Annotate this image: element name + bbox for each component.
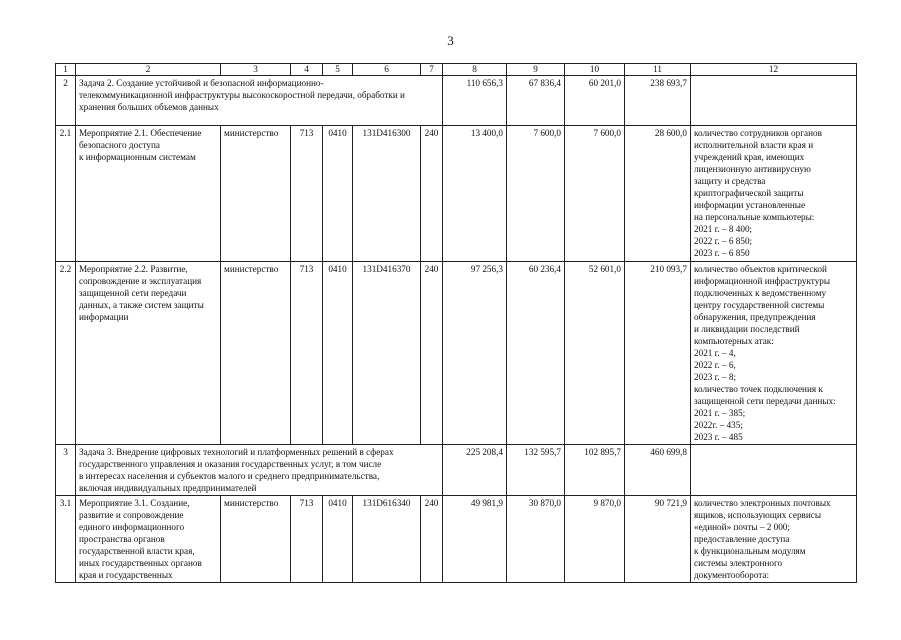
measure-title-line: пространства органов <box>79 534 165 544</box>
indicator-line: «единой» почты – 2 000; <box>694 522 790 532</box>
amount-2021: 49 981,9 <box>443 496 507 583</box>
amount-2023: 9 870,0 <box>565 496 625 583</box>
indicator-line: 2023 г. – 485 <box>694 432 743 442</box>
code-grbs: 713 <box>291 262 323 445</box>
amount-2023: 7 600,0 <box>565 126 625 262</box>
indicator-line: ящиков, использующих сервисы <box>694 510 822 520</box>
task-row <box>56 76 857 126</box>
executor: министерство <box>221 126 291 262</box>
amount-2022: 60 236,4 <box>507 262 565 445</box>
indicator-cell <box>691 496 857 583</box>
row-number: 3 <box>56 445 76 496</box>
row-number: 2.1 <box>56 126 76 262</box>
measure-row <box>56 262 857 445</box>
measure-title-line: защищенной сети передачи <box>79 288 187 298</box>
indicator-line: защиту и средства <box>694 176 766 186</box>
indicator-line: 2021 г. – 8 400; <box>694 224 753 234</box>
code-section: 0410 <box>323 126 353 262</box>
indicator-cell <box>691 445 857 496</box>
indicator-line: и ликвидации последствий <box>694 324 800 334</box>
measure-title-line: развитие и сопровождение <box>79 510 184 520</box>
indicator-line: центру государственной системы <box>694 300 825 310</box>
indicator-line: обнаружения, предупреждения <box>694 312 816 322</box>
indicator-line: системы электронного <box>694 558 783 568</box>
row-number: 3.1 <box>56 496 76 583</box>
code-expense: 240 <box>421 126 443 262</box>
measure-title <box>76 262 221 445</box>
task-title <box>76 445 443 496</box>
indicator-line: к функциональным модулям <box>694 546 806 556</box>
header-cell: 7 <box>421 64 443 76</box>
indicator-line: 2023 г. – 6 850 <box>694 248 750 258</box>
budget-table <box>55 63 857 583</box>
header-cell: 2 <box>76 64 221 76</box>
amount-2022: 7 600,0 <box>507 126 565 262</box>
indicator-line: подключенных к ведомственному <box>694 288 827 298</box>
header-cell: 5 <box>323 64 353 76</box>
task-title-line: телекоммуникационной инфраструктуры высокоскоростной передачи, обработки и <box>79 90 405 100</box>
indicator-line: 2022г. – 435; <box>694 420 743 430</box>
row-number: 2 <box>56 76 76 126</box>
task-title-line: в интересах населения и субъектов малого и среднего предпринимательства, <box>79 471 380 481</box>
executor: министерство <box>221 262 291 445</box>
header-row <box>56 64 857 76</box>
indicator-cell <box>691 262 857 445</box>
amount-2022: 30 870,0 <box>507 496 565 583</box>
indicator-line: количество точек подключения к <box>694 384 823 394</box>
header-cell: 8 <box>443 64 507 76</box>
code-target: 131D616340 <box>353 496 421 583</box>
measure-title-line: информации <box>79 312 129 322</box>
indicator-line: 2023 г. – 8; <box>694 372 737 382</box>
measure-title-line: государственной власти края, <box>79 546 195 556</box>
indicator-line: защищенной сети передачи данных: <box>694 396 836 406</box>
measure-title-line: Мероприятие 2.2. Развитие, <box>79 264 188 274</box>
row-number: 2.2 <box>56 262 76 445</box>
indicator-line: предоставление доступа <box>694 534 790 544</box>
indicator-line: 2022 г. – 6, <box>694 360 736 370</box>
header-cell: 6 <box>353 64 421 76</box>
indicator-cell <box>691 76 857 126</box>
header-cell: 4 <box>291 64 323 76</box>
indicator-line: учреждений края, имеющих <box>694 152 805 162</box>
code-grbs: 713 <box>291 496 323 583</box>
measure-title-line: Мероприятие 3.1. Создание, <box>79 498 190 508</box>
code-target: 131D416300 <box>353 126 421 262</box>
measure-title-line: иных государственных органов <box>79 558 202 568</box>
code-section: 0410 <box>323 262 353 445</box>
amount-2023: 60 201,0 <box>565 76 625 126</box>
task-title <box>76 76 443 126</box>
header-cell: 3 <box>221 64 291 76</box>
header-cell: 12 <box>691 64 857 76</box>
measure-title <box>76 496 221 583</box>
measure-title-line: к информационным системам <box>79 152 196 162</box>
amount-2021: 97 256,3 <box>443 262 507 445</box>
code-target: 131D416370 <box>353 262 421 445</box>
indicator-line: криптографической защиты <box>694 188 804 198</box>
header-cell: 10 <box>565 64 625 76</box>
indicator-line: 2021 г. – 4, <box>694 348 736 358</box>
page-number: 3 <box>447 33 454 48</box>
task-title-line: государственного управления и оказания государственных услуг, в том числе <box>79 459 382 469</box>
amount-total: 90 721,9 <box>625 496 691 583</box>
header-cell: 1 <box>56 64 76 76</box>
task-title-line: включая индивидуальных предпринимателей <box>79 483 257 493</box>
code-expense: 240 <box>421 496 443 583</box>
amount-2021: 225 208,4 <box>443 445 507 496</box>
measure-title-line: сопровождение и эксплуатация <box>79 276 202 286</box>
indicator-line: количество объектов критической <box>694 264 827 274</box>
header-cell: 9 <box>507 64 565 76</box>
header-cell: 11 <box>625 64 691 76</box>
indicator-line: исполнительной власти края и <box>694 140 814 150</box>
measure-title-line: Мероприятие 2.1. Обеспечение <box>79 128 202 138</box>
indicator-line: компьютерных атак: <box>694 336 774 346</box>
code-section: 0410 <box>323 496 353 583</box>
amount-total: 238 693,7 <box>625 76 691 126</box>
indicator-line: на персональные компьютеры: <box>694 212 815 222</box>
measure-title-line: края и государственных <box>79 570 173 580</box>
task-title-line: Задача 2. Создание устойчивой и безопасной информационно- <box>79 78 324 88</box>
measure-row <box>56 126 857 262</box>
amount-2023: 52 601,0 <box>565 262 625 445</box>
amount-2021: 13 400,0 <box>443 126 507 262</box>
amount-2022: 67 836,4 <box>507 76 565 126</box>
indicator-cell <box>691 126 857 262</box>
task-title-line: Задача 3. Внедрение цифровых технологий и платформенных решений в сферах <box>79 447 394 457</box>
indicator-line: 2021 г. – 385; <box>694 408 746 418</box>
indicator-line: информационной инфраструктуры <box>694 276 831 286</box>
amount-2023: 102 895,7 <box>565 445 625 496</box>
measure-title-line: безопасного доступа <box>79 140 160 150</box>
measure-row <box>56 496 857 583</box>
amount-2022: 132 595,7 <box>507 445 565 496</box>
measure-title <box>76 126 221 262</box>
measure-title-line: единого информационного <box>79 522 185 532</box>
indicator-line: 2022 г. – 6 850; <box>694 236 753 246</box>
code-grbs: 713 <box>291 126 323 262</box>
indicator-line: документооборота: <box>694 570 770 580</box>
code-expense: 240 <box>421 262 443 445</box>
executor: министерство <box>221 496 291 583</box>
indicator-line: количество электронных почтовых <box>694 498 831 508</box>
indicator-line: лицензионную антивирусную <box>694 164 811 174</box>
amount-2021: 110 656,3 <box>443 76 507 126</box>
amount-total: 460 699,8 <box>625 445 691 496</box>
amount-total: 28 600,0 <box>625 126 691 262</box>
indicator-line: информации установленные <box>694 200 806 210</box>
measure-title-line: данных, а также систем защиты <box>79 300 204 310</box>
amount-total: 210 093,7 <box>625 262 691 445</box>
task-title-line: хранения больших объемов данных <box>79 102 219 112</box>
indicator-line: количество сотрудников органов <box>694 128 822 138</box>
task-row <box>56 445 857 496</box>
